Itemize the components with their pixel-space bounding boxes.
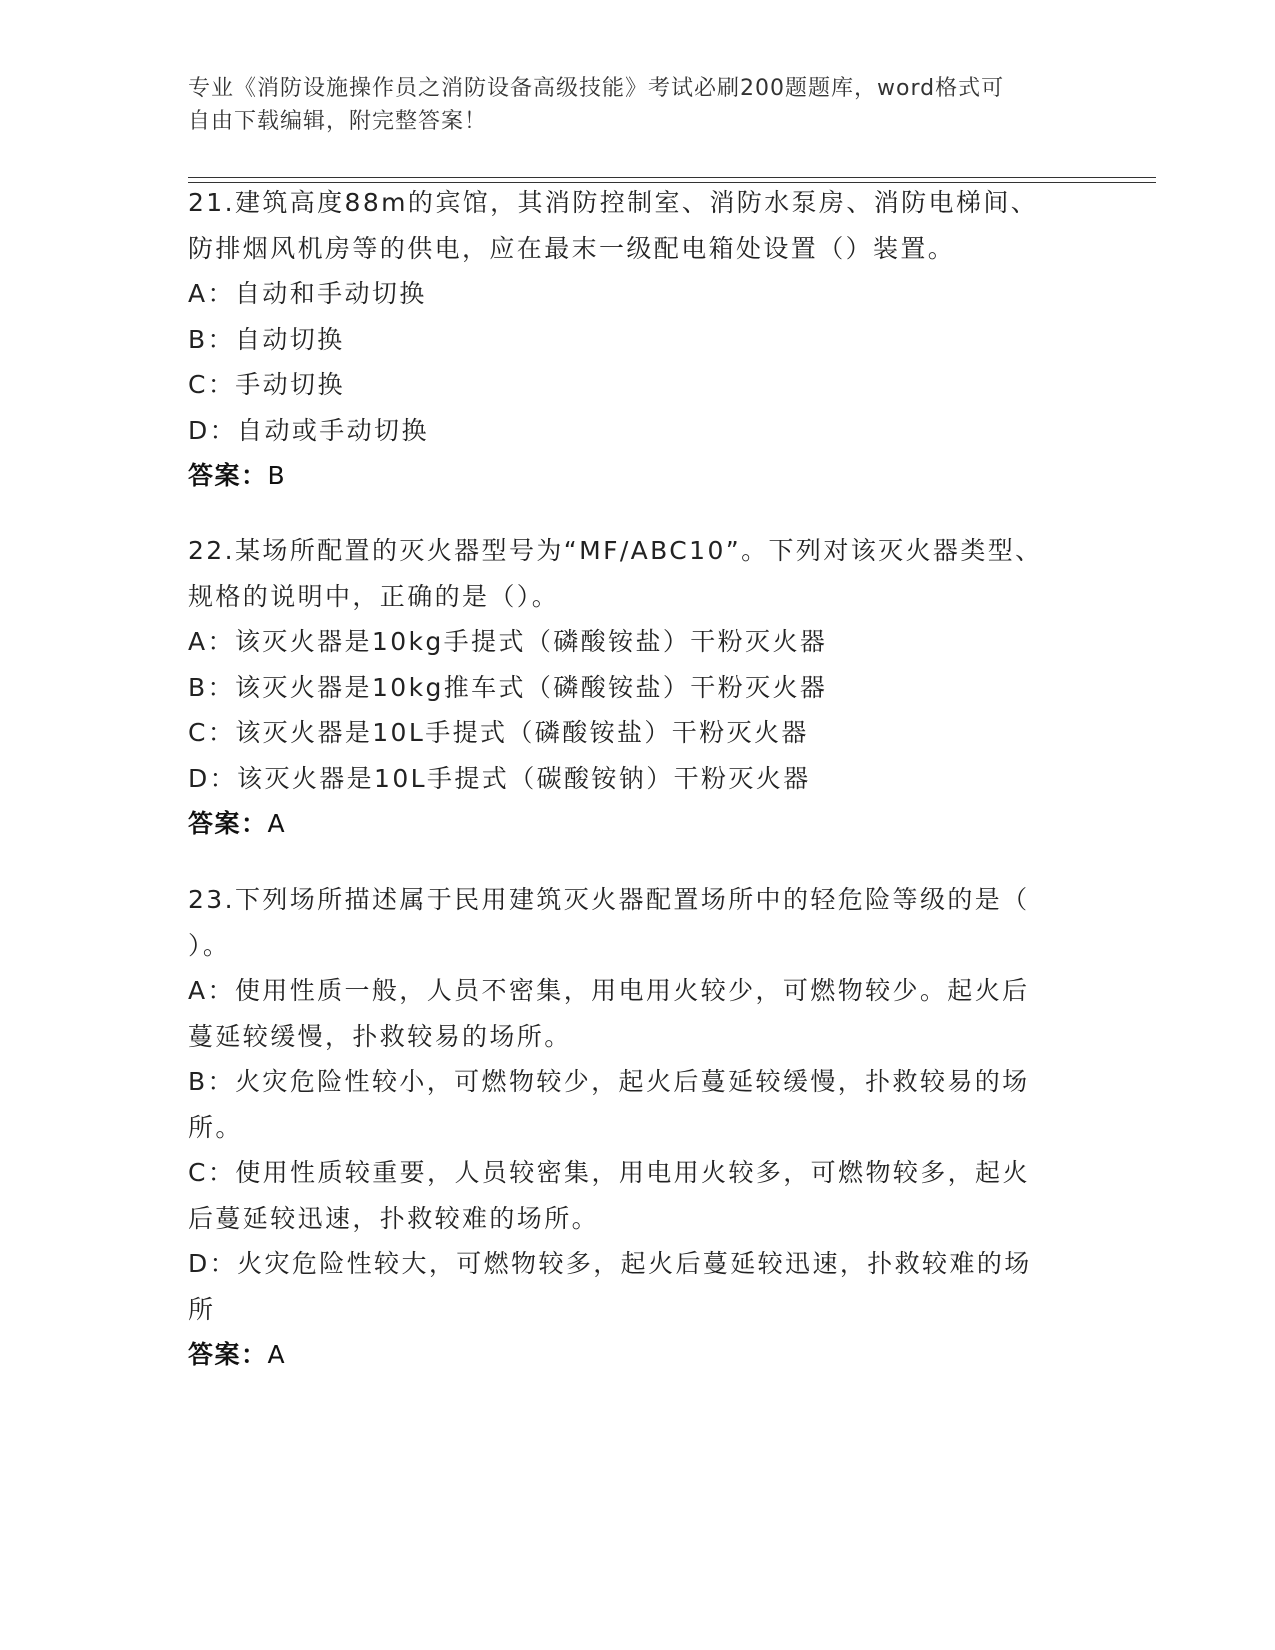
option-a: A：使用性质一般，人员不密集，用电用火较少，可燃物较少。起火后 <box>188 976 1030 1005</box>
question-23 <box>188 877 1078 1378</box>
option-a: A：该灭火器是10kg手提式（磷酸铵盐）干粉灭火器 <box>188 627 828 656</box>
option-c-continued: 后蔓延较迅速，扑救较难的场所。 <box>188 1203 600 1233</box>
option-b-continued: 所。 <box>188 1112 243 1142</box>
answer-label: 答案： <box>188 461 268 490</box>
option-d: D：火灾危险性较大，可燃物较多，起火后蔓延较迅速，扑救较难的场 <box>188 1249 1032 1278</box>
header-divider-top <box>188 177 1156 178</box>
answer <box>188 453 1078 499</box>
question-stem-line: 23.下列场所描述属于民用建筑灭火器配置场所中的轻危险等级的是（ <box>188 885 1030 914</box>
question-21 <box>188 180 1078 499</box>
option-d-continued: 所 <box>188 1294 216 1324</box>
answer <box>188 801 1078 847</box>
answer-value: B <box>267 461 287 490</box>
option-c: C：使用性质较重要，人员较密集，用电用火较多，可燃物较多，起火 <box>188 1158 1030 1187</box>
answer-label: 答案： <box>188 809 268 838</box>
question-22 <box>188 528 1078 847</box>
option-c: C：该灭火器是10L手提式（磷酸铵盐）干粉灭火器 <box>188 718 809 747</box>
option-d: D：自动或手动切换 <box>188 415 429 445</box>
question-stem-line: 规格的说明中，正确的是（）。 <box>188 581 560 611</box>
question-stem-line: 防排烟风机房等的供电，应在最末一级配电箱处设置（）装置。 <box>188 233 956 263</box>
answer-value: A <box>267 809 287 838</box>
answer-label: 答案： <box>188 1340 268 1369</box>
question-stem-line: 21.建筑高度88m的宾馆，其消防控制室、消防水泵房、消防电梯间、 <box>188 188 1039 217</box>
answer <box>188 1332 1078 1378</box>
option-b: B：自动切换 <box>188 324 345 354</box>
option-a-continued: 蔓延较缓慢，扑救较易的场所。 <box>188 1021 572 1051</box>
document-header <box>188 72 1068 138</box>
option-b: B：火灾危险性较小，可燃物较少，起火后蔓延较缓慢，扑救较易的场 <box>188 1067 1030 1096</box>
option-c: C：手动切换 <box>188 370 345 399</box>
header-line-2: 自由下载编辑，附完整答案！ <box>188 109 488 134</box>
header-line-1: 专业《消防设施操作员之消防设备高级技能》考试必刷200题题库，word格式可 <box>188 76 1005 101</box>
question-stem-line: ）。 <box>188 930 231 960</box>
question-stem-line: 22.某场所配置的灭火器型号为“MF/ABC10”。下列对该灭火器类型、 <box>188 536 1043 565</box>
option-b: B：该灭火器是10kg推车式（磷酸铵盐）干粉灭火器 <box>188 672 828 702</box>
option-d: D：该灭火器是10L手提式（碳酸铵钠）干粉灭火器 <box>188 763 811 793</box>
answer-value: A <box>267 1340 287 1369</box>
option-a: A：自动和手动切换 <box>188 279 427 308</box>
